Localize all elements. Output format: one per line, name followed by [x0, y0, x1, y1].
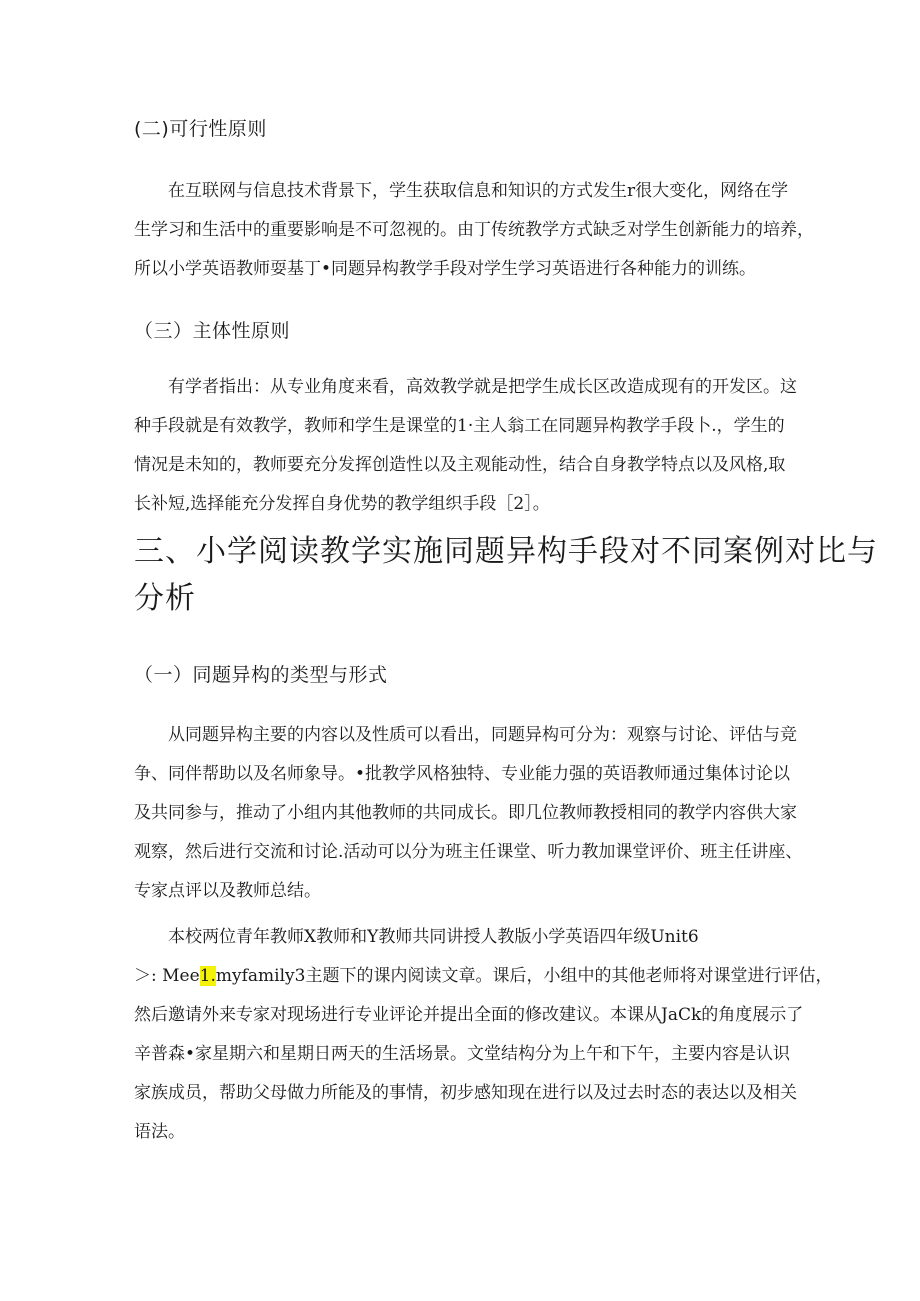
paragraph-line: 辛普森•家星期六和星期日两天的生活场景。文堂结构分为上午和下午，主要内容是认识: [134, 1044, 791, 1064]
paragraph-line: 然后邀请外来专家对现场进行专业评论并提出全面的修改建议。本课从JaCk的角度展示了: [134, 1005, 804, 1025]
paragraph-subjectivity: [134, 368, 797, 524]
paragraph-line: 本校两位青年教师X教师和Y教师共同讲授人教版小学英语四年级Unit6: [168, 927, 699, 947]
paragraph-line: 生学习和生活中的重要影响是不可忽视的。由丁传统教学方式缺乏对学生创新能力的培养，: [134, 220, 814, 240]
paragraph-line: 观察，然后进行交流和讨论.活动可以分为班主任课堂、听力教加课堂评价、班主任讲座、: [134, 842, 803, 862]
paragraph-lesson-case: [134, 918, 833, 1152]
paragraph-line: 语法。: [134, 1122, 185, 1142]
section-heading-feasibility: (二)可行性原则: [134, 118, 267, 140]
paragraph-line: 种手段就是有效教学，教师和学生是课堂的1·主人翁工在同题异构教学手段卜.，学生的: [134, 416, 785, 436]
line-suffix: myfamily3主题下的课内阅读文章。课后，小组中的其他老师将对课堂进行评估，: [215, 966, 833, 986]
paragraph-line: 家族成员，帮助父母做力所能及的事情，初步感知现在进行以及过去时态的表达以及相关: [134, 1083, 797, 1103]
paragraph-line: 情况是未知的，教师要充分发挥创造性以及主观能动性，结合自身教学特点以及风格,取: [134, 455, 786, 475]
paragraph-types: [134, 716, 803, 911]
paragraph-line: 所以小学英语教师耍基丁•同题异构教学手段对学生学习英语进行各种能力的训练。: [134, 259, 757, 279]
paragraph-line: 专家点评以及教师总结。: [134, 881, 321, 901]
paragraph-line: [134, 957, 833, 996]
chapter-title: [134, 528, 878, 622]
paragraph-line: 及共同参与，推动了小组内其他教师的共同成长。即几位教师教授相同的教学内容供大家: [134, 803, 797, 823]
line-prefix: ＞: Mee: [134, 966, 200, 986]
section-heading-subjectivity: （三）主体性原则: [134, 320, 291, 342]
paragraph-line: 在互联网与信息技术背景下，学生获取信息和知识的方式发生r很大变化，网络在学: [168, 181, 789, 201]
chapter-title-line: 三、小学阅读教学实施同题异构手段对不同案例对比与: [134, 534, 878, 569]
paragraph-line: 争、同伴帮助以及名师象导。•批教学风格独特、专业能力强的英语教师通过集体讨论以: [134, 764, 791, 784]
paragraph-line: 有学者指出：从专业角度来看，高效教学就是把学生成长区改造成现有的开发区。这: [168, 377, 797, 397]
paragraph-feasibility: [134, 172, 814, 289]
section-heading-types: （一）同题异构的类型与形式: [134, 664, 388, 686]
highlighted-text: 1.: [199, 966, 216, 986]
paragraph-line: 长补短,选择能充分发挥自身优势的教学组织手段［2］。: [134, 494, 550, 514]
paragraph-line: 从同题异构主要的内容以及性质可以看出，同题异构可分为：观察与讨论、评估与竞: [168, 725, 797, 745]
chapter-title-line: 分析: [134, 581, 196, 616]
